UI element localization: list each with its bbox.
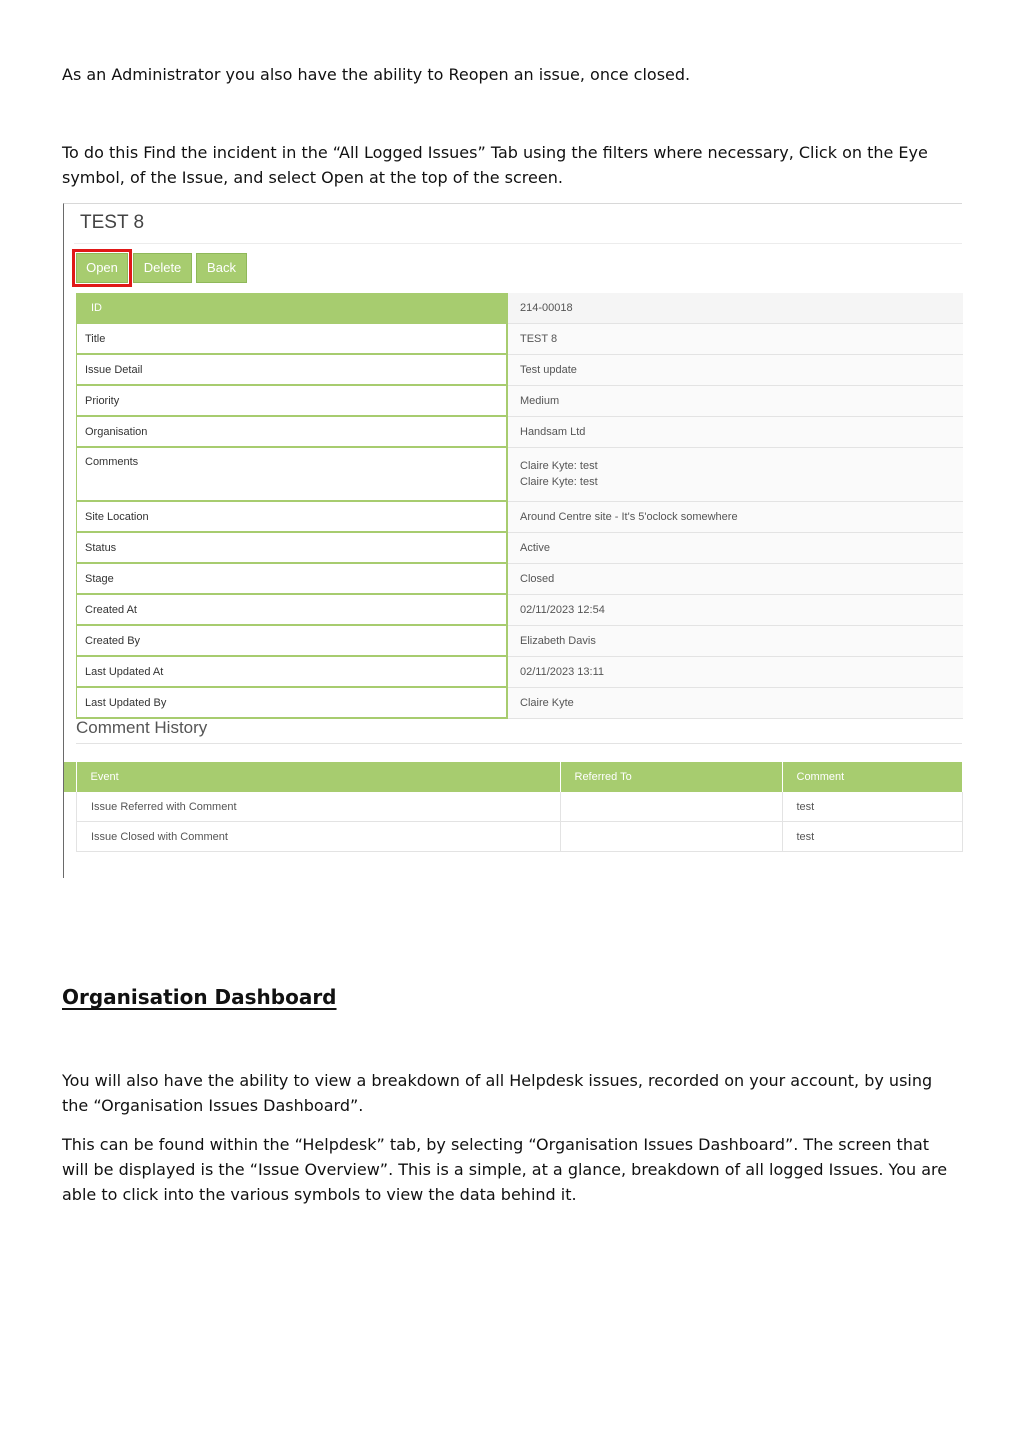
- detail-row-site-location: [77, 501, 964, 532]
- issue-title: TEST 8: [80, 212, 145, 233]
- detail-value: Active: [507, 532, 963, 563]
- detail-label: Comments: [77, 447, 508, 501]
- detail-row-organisation: [77, 416, 964, 447]
- detail-label: Last Updated By: [77, 687, 508, 718]
- detail-row-last-updated-at: [77, 656, 964, 687]
- detail-row-last-updated-by: [77, 687, 964, 718]
- detail-value: 02/11/2023 13:11: [507, 656, 963, 687]
- detail-label: Last Updated At: [77, 656, 508, 687]
- detail-row-title: [77, 323, 964, 354]
- detail-label: Issue Detail: [77, 354, 508, 385]
- comment-history-title: Comment History: [76, 718, 208, 737]
- detail-value: TEST 8: [507, 323, 963, 354]
- detail-value: Test update: [507, 354, 963, 385]
- detail-row-id: [77, 293, 964, 323]
- intro-paragraph-2: To do this Find the incident in the “All Logged Issues” Tab using the filters where necessary, Click on the Eye symbol, of the Issue, and select Open at the top of the screen.: [62, 143, 928, 187]
- detail-row-stage: [77, 563, 964, 594]
- detail-label: ID: [77, 293, 508, 323]
- detail-label: Status: [77, 532, 508, 563]
- divider: [76, 743, 962, 744]
- detail-label: Site Location: [77, 501, 508, 532]
- detail-value: Medium: [507, 385, 963, 416]
- detail-value: 02/11/2023 12:54: [507, 594, 963, 625]
- issue-screenshot: [63, 203, 962, 878]
- detail-row-created-by: [77, 625, 964, 656]
- comment-line: Claire Kyte: test: [520, 476, 598, 488]
- referred-to-cell: [560, 822, 782, 852]
- referred-to-cell: [560, 792, 782, 822]
- detail-value: Handsam Ltd: [507, 416, 963, 447]
- column-header-comment: Comment: [782, 762, 963, 792]
- section-paragraph-2: This can be found within the “Helpdesk” tab, by selecting “Organisation Issues Dashboard”. The screen that will be displayed is the “Issue Overview”. This is a simple, at a glance, breakdown of all logged Issues. You are able to click into the various symbols to view the data behind it.: [62, 1135, 948, 1204]
- detail-label: Organisation: [77, 416, 508, 447]
- intro-paragraph-1: As an Administrator you also have the ability to Reopen an issue, once closed.: [62, 65, 691, 84]
- detail-value: 214-00018: [507, 293, 963, 323]
- column-header-event: Event: [77, 762, 561, 792]
- back-button[interactable]: Back: [196, 253, 247, 283]
- section-heading: Organisation Dashboard: [62, 985, 337, 1009]
- detail-row-priority: [77, 385, 964, 416]
- column-header-referred-to: Referred To: [560, 762, 782, 792]
- divider: [74, 243, 962, 244]
- detail-label: Created By: [77, 625, 508, 656]
- detail-value: Closed: [507, 563, 963, 594]
- detail-row-issue-detail: [77, 354, 964, 385]
- detail-label: Stage: [77, 563, 508, 594]
- comment-cell: test: [782, 822, 963, 852]
- event-cell: Issue Referred with Comment: [77, 792, 561, 822]
- detail-value: Elizabeth Davis: [507, 625, 963, 656]
- comment-line: Claire Kyte: test: [520, 460, 598, 472]
- comment-history-table: [76, 762, 963, 852]
- table-row: [77, 792, 963, 822]
- detail-row-created-at: [77, 594, 964, 625]
- event-cell: Issue Closed with Comment: [77, 822, 561, 852]
- issue-detail-table: [76, 293, 963, 719]
- detail-row-status: [77, 532, 964, 563]
- table-accent: [64, 762, 76, 792]
- delete-button[interactable]: Delete: [133, 253, 192, 283]
- detail-row-comments: [77, 447, 964, 501]
- open-button[interactable]: Open: [76, 253, 128, 283]
- detail-label: Created At: [77, 594, 508, 625]
- table-row: [77, 822, 963, 852]
- detail-value: Claire Kyte: [507, 687, 963, 718]
- comment-cell: test: [782, 792, 963, 822]
- detail-label: Priority: [77, 385, 508, 416]
- detail-label: Title: [77, 323, 508, 354]
- table-header-row: [77, 762, 963, 792]
- section-paragraph-1: You will also have the ability to view a breakdown of all Helpdesk issues, recorded on your account, by using the “Organisation Issues Dashboard”.: [62, 1071, 933, 1115]
- detail-value: [507, 447, 963, 501]
- detail-value: Around Centre site - It's 5'oclock somewhere: [507, 501, 963, 532]
